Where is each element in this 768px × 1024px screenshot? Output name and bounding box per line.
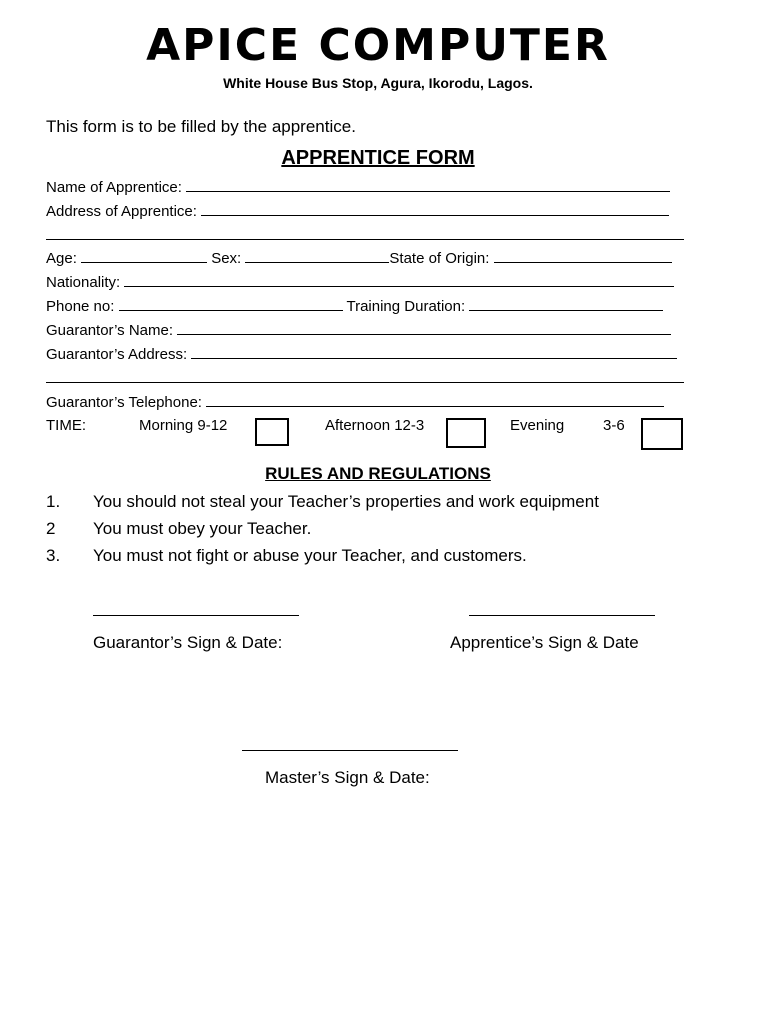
rule-number: 2 [46, 519, 56, 538]
morning-checkbox[interactable] [255, 418, 289, 446]
guarantor-name-field[interactable] [177, 320, 671, 335]
master-sign-label: Master’s Sign & Date: [265, 768, 430, 787]
rule-text: You must not fight or abuse your Teacher, and customers. [93, 546, 527, 565]
guarantor-address-field-line-2[interactable] [46, 368, 684, 383]
rule-number: 1. [46, 492, 61, 511]
afternoon-checkbox[interactable] [446, 418, 486, 448]
guarantor-telephone-field[interactable] [206, 392, 664, 407]
guarantor-telephone-row [46, 392, 664, 413]
name-field[interactable] [186, 177, 670, 192]
age-label: Age: [46, 250, 77, 267]
guarantor-address-row [46, 344, 677, 365]
nationality-label: Nationality: [46, 274, 121, 291]
apprentice-sign-label: Apprentice’s Sign & Date [450, 633, 639, 652]
nationality-row [46, 272, 674, 293]
phone-duration-row [46, 296, 663, 317]
evening-checkbox[interactable] [641, 418, 683, 450]
sex-field[interactable] [245, 248, 389, 263]
intro-text: This form is to be filled by the apprentice. [46, 117, 356, 136]
company-title: APICE COMPUTER [146, 20, 610, 71]
rules-title: RULES AND REGULATIONS [265, 464, 491, 483]
rule-text: You should not steal your Teacher’s properties and work equipment [93, 492, 599, 511]
duration-label: Training Duration: [346, 298, 466, 315]
guarantor-address-row-2 [46, 368, 684, 389]
phone-field[interactable] [119, 296, 343, 311]
guarantor-name-row [46, 320, 671, 341]
afternoon-label: Afternoon 12-3 [325, 417, 425, 434]
guarantor-telephone-label: Guarantor’s Telephone: [46, 394, 202, 411]
guarantor-name-label: Guarantor’s Name: [46, 322, 174, 339]
guarantor-address-field[interactable] [191, 344, 677, 359]
address-field-line-2[interactable] [46, 225, 684, 240]
evening-label: Evening [510, 417, 565, 434]
rule-text: You must obey your Teacher. [93, 519, 312, 538]
company-address: White House Bus Stop, Agura, Ikorodu, Lagos. [223, 75, 533, 91]
name-row [46, 177, 670, 198]
state-label: State of Origin: [389, 250, 490, 267]
form-title: APPRENTICE FORM [281, 147, 475, 169]
age-sex-state-row [46, 248, 672, 269]
duration-field[interactable] [469, 296, 663, 311]
guarantor-signature-line[interactable] [93, 614, 299, 616]
nationality-field[interactable] [124, 272, 674, 287]
address-field[interactable] [201, 201, 669, 216]
age-field[interactable] [81, 248, 207, 263]
rule-number: 3. [46, 546, 61, 565]
sex-label: Sex: [211, 250, 242, 267]
evening-hours-label: 3-6 [603, 417, 625, 434]
address-label: Address of Apprentice: [46, 203, 197, 220]
guarantor-sign-label: Guarantor’s Sign & Date: [93, 633, 283, 652]
master-signature-line[interactable] [242, 749, 458, 751]
guarantor-address-label: Guarantor’s Address: [46, 346, 188, 363]
morning-label: Morning 9-12 [139, 417, 228, 434]
state-field[interactable] [494, 248, 672, 263]
address-row [46, 201, 669, 222]
name-label: Name of Apprentice: [46, 179, 182, 196]
phone-label: Phone no: [46, 298, 115, 315]
apprentice-signature-line[interactable] [469, 614, 655, 616]
time-label: TIME: [46, 417, 86, 434]
address-row-2 [46, 225, 684, 246]
